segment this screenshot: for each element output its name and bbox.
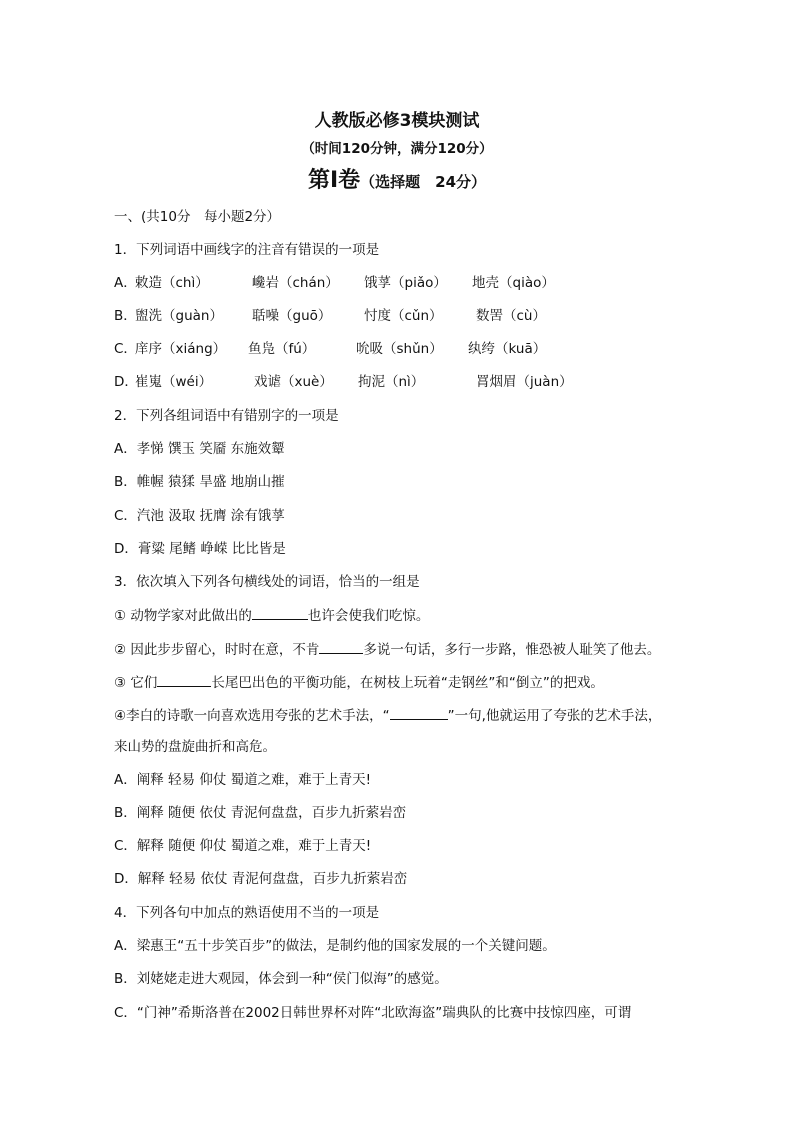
word-item: 盥洗（guàn）: [135, 308, 223, 324]
q1-stem: 1．下列词语中画线字的注音有错误的一项是: [114, 242, 380, 258]
sentence-text: ③ 它们: [114, 675, 158, 691]
q4-option-b: B．刘姥姥走进大观园，体会到一种“侯门似海”的感觉。: [114, 971, 448, 987]
word-item: 饿莩（piǎo）: [364, 275, 447, 291]
word-item: 拘泥（nì）: [358, 374, 425, 390]
q2-option-c: C．汽池 汲取 抚膺 涂有饿莩: [114, 508, 285, 524]
section-heading: 一、(共10分 每小题2分）: [114, 209, 281, 225]
word-item: 数罟（cù）: [476, 308, 546, 324]
sentence-text: ”一句,他就运用了夸张的艺术手法，: [447, 708, 662, 724]
exam-title: 人教版必修3模块测试: [314, 111, 480, 131]
sentence-text: ④李白的诗歌一向喜欢选用夸张的艺术手法，“: [114, 708, 390, 724]
word-item: 敕造（chì）: [135, 275, 209, 291]
word-item: 聒噪（guō）: [252, 308, 332, 324]
q3-option-b: B．阐释 随便 依仗 青泥何盘盘，百步九折萦岩峦: [114, 805, 407, 821]
option-letter: D．: [114, 374, 138, 390]
exam-subtitle: （时间120分钟，满分120分）: [301, 141, 493, 157]
q2-option-a: A．孝悌 馔玉 笑靥 东施效颦: [114, 441, 285, 457]
q3-sentence-4-cont: 来山势的盘旋曲折和高危。: [114, 739, 276, 755]
q3-sentence-3: [114, 672, 604, 693]
word-item: 纨绔（kuā）: [468, 341, 547, 357]
word-item: 罥烟眉（juàn）: [476, 374, 573, 390]
q4-stem: 4．下列各句中加点的熟语使用不当的一项是: [114, 905, 380, 921]
word-item: 吮吸（shǔn）: [356, 341, 443, 357]
q3-sentence-4: [114, 705, 661, 726]
q3-option-a: A．阐释 轻易 仰仗 蜀道之难，难于上青天!: [114, 772, 372, 788]
q3-sentence-2: [114, 639, 660, 660]
volume-sub: （选择题 24分）: [360, 173, 487, 191]
fill-blank: [319, 639, 363, 654]
fill-blank: [390, 705, 448, 720]
q2-stem: 2．下列各组词语中有错别字的一项是: [114, 408, 339, 424]
word-item: 庠序（xiáng）: [135, 341, 227, 357]
volume-main: 第Ⅰ卷: [307, 168, 361, 193]
option-letter: C．: [114, 341, 137, 357]
q3-sentence-1: [114, 605, 429, 626]
word-item: 地壳（qiào）: [472, 275, 555, 291]
word-item: 忖度（cǔn）: [364, 308, 443, 324]
q3-option-d: D．解释 轻易 依仗 青泥何盘盘，百步九折萦岩峦: [114, 871, 408, 887]
fill-blank: [252, 605, 308, 620]
sentence-text: ② 因此步步留心，时时在意，不肯: [114, 642, 320, 658]
option-letter: B．: [114, 308, 137, 324]
sentence-text: 多说一句话，多行一步路，惟恐被人耻笑了他去。: [363, 642, 661, 658]
fill-blank: [157, 672, 211, 687]
sentence-text: 也许会使我们吃惊。: [307, 608, 430, 624]
volume-heading: [0, 163, 794, 194]
q2-option-b: B．帷幄 猿猱 旱盛 地崩山摧: [114, 474, 285, 490]
word-item: 崔嵬（wéi）: [135, 374, 213, 390]
sentence-text: 长尾巴出色的平衡功能，在树枝上玩着“走钢丝”和“倒立”的把戏。: [211, 675, 604, 691]
q4-option-c: C．“门神”希斯洛普在2002日韩世界杯对阵“北欧海盗”瑞典队的比赛中技惊四座，可谓: [114, 1005, 632, 1021]
word-item: 巉岩（chán）: [252, 275, 339, 291]
q4-option-a: A．梁惠王“五十步笑百步”的做法，是制约他的国家发展的一个关键问题。: [114, 938, 556, 954]
option-letter: A．: [114, 275, 137, 291]
q2-option-d: D．膏粱 尾鳍 峥嵘 比比皆是: [114, 541, 286, 557]
q3-stem: 3．依次填入下列各句横线处的词语，恰当的一组是: [114, 574, 420, 590]
word-item: 鱼凫（fú）: [248, 341, 316, 357]
q3-option-c: C．解释 随便 仰仗 蜀道之难，难于上青天!: [114, 838, 372, 854]
word-item: 戏谑（xuè）: [254, 374, 333, 390]
sentence-text: ① 动物学家对此做出的: [114, 608, 252, 624]
